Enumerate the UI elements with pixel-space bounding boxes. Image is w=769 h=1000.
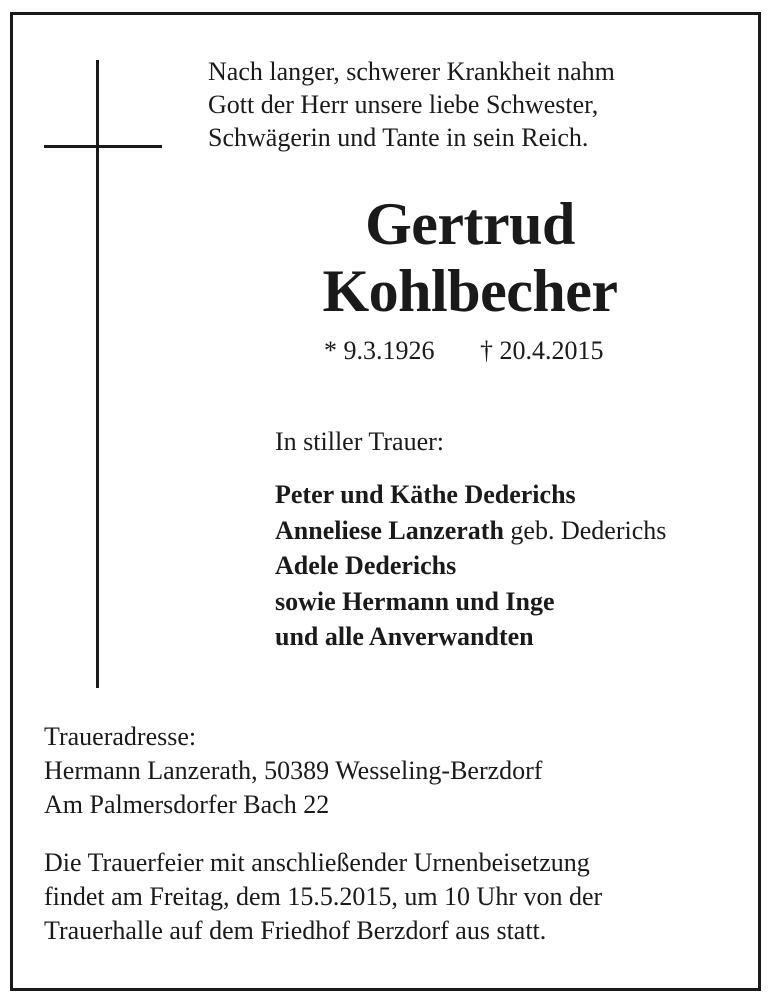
intro-line: Gott der Herr unsere liebe Schwester, bbox=[208, 90, 599, 119]
deceased-last-name: Kohlbecher bbox=[322, 258, 618, 324]
intro-line: Nach langer, schwerer Krankheit nahm bbox=[208, 57, 615, 86]
family-member bbox=[275, 513, 666, 549]
family-member-name: Anneliese Lanzerath bbox=[275, 515, 504, 545]
family-member bbox=[275, 619, 666, 655]
address-line: Traueradresse: bbox=[44, 722, 197, 751]
mourning-address bbox=[44, 720, 542, 822]
family-list bbox=[275, 477, 666, 655]
address-line: Am Palmersdorfer Bach 22 bbox=[44, 790, 330, 819]
cross-horizontal-bar bbox=[44, 145, 162, 148]
deceased-first-name: Gertrud bbox=[365, 191, 575, 257]
family-member-suffix: geb. Dederichs bbox=[503, 515, 667, 545]
intro-line: Schwägerin und Tante in sein Reich. bbox=[208, 123, 589, 152]
family-member-name: Peter und Käthe Dederichs bbox=[275, 480, 576, 509]
family-member bbox=[275, 548, 666, 584]
cross-vertical-bar bbox=[96, 60, 99, 688]
death-date: † 20.4.2015 bbox=[480, 336, 604, 365]
intro-text bbox=[208, 55, 728, 154]
ceremony-line: Trauerhalle auf dem Friedhof Berzdorf aus statt. bbox=[44, 916, 547, 945]
ceremony-line: findet am Freitag, dem 15.5.2015, um 10 Uhr von der bbox=[44, 882, 603, 911]
family-member-name: Adele Dederichs bbox=[275, 551, 457, 580]
ceremony-line: Die Trauerfeier mit anschließender Urnenbeisetzung bbox=[44, 848, 590, 877]
family-member bbox=[275, 584, 666, 620]
mourning-intro: In stiller Trauer: bbox=[275, 427, 444, 456]
address-line: Hermann Lanzerath, 50389 Wesseling-Berzdorf bbox=[44, 756, 543, 785]
family-member-name: und alle Anverwandten bbox=[275, 622, 534, 651]
ceremony-info bbox=[44, 846, 602, 948]
birth-date: * 9.3.1926 bbox=[324, 336, 435, 365]
family-member bbox=[275, 477, 666, 513]
family-member-name: sowie Hermann und Inge bbox=[275, 586, 555, 616]
